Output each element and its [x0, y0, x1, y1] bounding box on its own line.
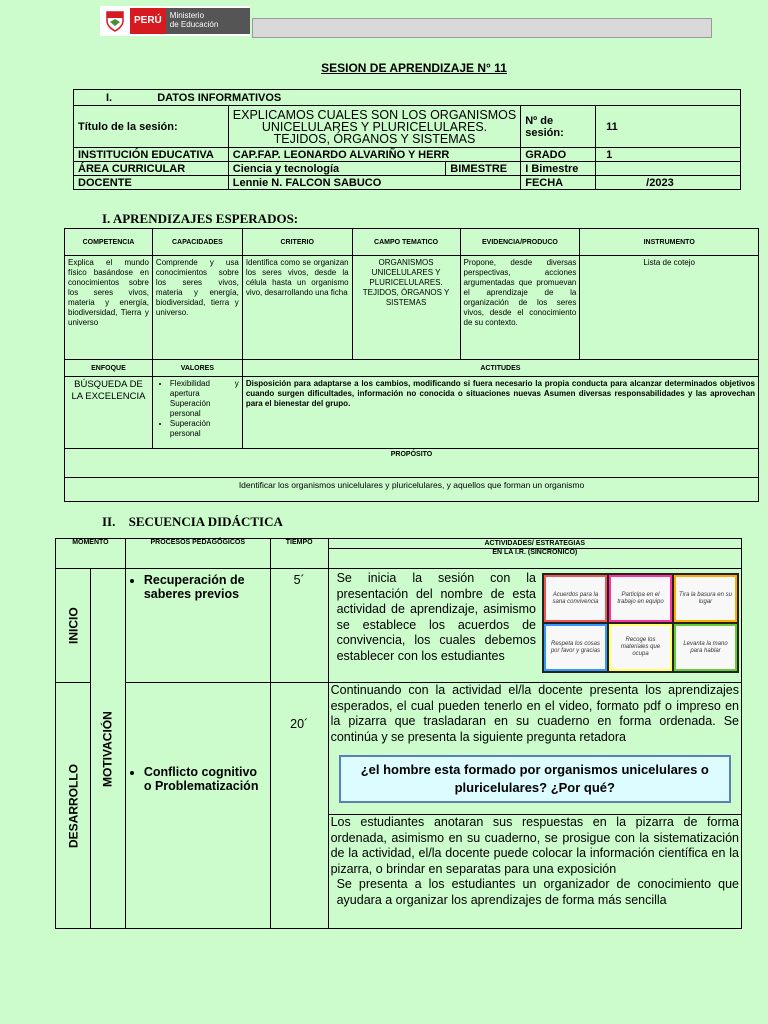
header-capacidades: CAPACIDADES [152, 229, 242, 256]
institucion-value: CAP.FAP. LEONARDO ALVARIÑO Y HERR [228, 148, 520, 162]
motivacion-label: MOTIVACIÓN [90, 569, 125, 929]
bimestre-value: I Bimestre [521, 162, 596, 176]
tiempo-1: 5´ [270, 569, 328, 683]
ministry-label: Ministerio de Educación [166, 8, 250, 34]
titulo-value: EXPLICAMOS CUALES SON LOS ORGANISMOS UNICELULARES Y PLURICELULARES. TEJIDOS, ÓRGANOS Y SISTEMAS [228, 106, 520, 148]
aprendizajes-table [64, 228, 759, 502]
poster: Recoge los materiales que ocupa [609, 624, 672, 671]
enfoque-cell: BÚSQUEDA DE LA EXCELENCIA [65, 377, 153, 449]
header-proposito: PROPÓSITO [65, 449, 759, 478]
fecha-value: /2023 [596, 176, 741, 190]
header-momento: MOMENTO [56, 539, 126, 569]
area-label: ÁREA CURRICULAR [74, 162, 229, 176]
docente-label: DOCENTE [74, 176, 229, 190]
poster: Participa en el trabajo en equipo [609, 575, 672, 622]
header-instrumento: INSTRUMENTO [580, 229, 759, 256]
actividad-2: Continuando con la actividad el/la docente presenta los aprendizajes esperados, el cual pueden tenerlo en el video, formato pdf o impreso en la pizarra que trasladaran en su cuaderno en forma ordenada. Se continúa y se presenta la siguiente pregunta retadora ¿el hombre esta formado por organismos unicelulares o pluricelulares? ¿Por qué? [328, 683, 741, 815]
header-tiempo: TIEMPO [270, 539, 328, 569]
actividad-3: Los estudiantes anotaran sus respuestas en la pizarra de forma ordenada, asimismo en su cuaderno, se prosigue con la sistematización de la actividad, el/la docente puede colocar la información científica en la pizarra, o brindar en separatas para una exposición Se presenta a los estudiantes un organizador de conocimiento que ayudara a organizar los aprendizajes de forma más sencilla [328, 815, 741, 929]
titulo-label: Título de la sesión: [74, 106, 229, 148]
valor-item: • Superación personal [170, 419, 239, 439]
section-number: I. [106, 91, 113, 104]
secuencia-heading: II. SECUENCIA DIDÁCTICA [102, 514, 283, 529]
institucion-label: INSTITUCIÓN EDUCATIVA [74, 148, 229, 162]
tiempo-2: 20´ [270, 683, 328, 929]
pregunta-retadora: ¿el hombre esta formado por organismos unicelulares o pluricelulares? ¿Por qué? [339, 755, 731, 803]
campo-cell: ORGANISMOS UNICELULARES Y PLURICELULARES. TEJIDOS, ÓRGANOS Y SISTEMAS [352, 256, 460, 360]
minedu-logo [100, 6, 250, 36]
header-competencia: COMPETENCIA [65, 229, 153, 256]
secuencia-table [55, 538, 742, 929]
poster: Respeta los cosas por favor y gracias [544, 624, 607, 671]
competencia-cell: Explica el mundo físico basándose en conocimientos sobre los seres vivos, materia y energía, biodiversidad, Tierra y universo [65, 256, 153, 360]
docente-value: Lennie N. FALCON SABUCO [228, 176, 520, 190]
bimestre-label: BIMESTRE [446, 162, 521, 176]
momento-inicio: INICIO [56, 569, 91, 683]
header-actividades: ACTIVIDADES/ ESTRATEGIAS [328, 539, 741, 549]
evidencia-cell: Propone, desde diversas perspectivas, acciones argumentadas que promuevan el aprendizaje de la organización de los seres vivos, desde el conocimiento de su contexto. [460, 256, 580, 360]
peru-label: PERÚ [130, 8, 166, 34]
instrumento-cell: Lista de cotejo [580, 256, 759, 360]
grado-label: GRADO [521, 148, 596, 162]
criterio-cell: Identifica como se organizan los seres vivos, desde la célula hasta un organismo vivo, desarrollando una ficha [242, 256, 352, 360]
section-label: DATOS INFORMATIVOS [157, 91, 282, 104]
proposito-cell: Identificar los organismos unicelulares y pluricelulares, y aquellos que forman un organismo [65, 478, 759, 502]
aprendizajes-heading: I. APRENDIZAJES ESPERADOS: [102, 211, 299, 226]
header-bar [252, 18, 712, 38]
valor-item: • Flexibilidad y apertura Superación personal [170, 379, 239, 419]
valores-cell [152, 377, 242, 449]
header-actitudes: ACTITUDES [242, 360, 758, 377]
coat-of-arms-icon [100, 8, 130, 34]
datos-informativos-table [73, 89, 741, 190]
poster: Levanta la mano para hablar [674, 624, 737, 671]
header-procesos: PROCESOS PEDAGÓGICOS [125, 539, 270, 569]
header-actividades-sub: EN LA I.R. (SINCRONICO) [328, 549, 741, 569]
sesion-label: Nº de sesión: [521, 106, 596, 148]
poster: Acuerdos para la sana convivencia [544, 575, 607, 622]
actitudes-cell: Disposición para adaptarse a los cambios, modificando si fuera necesario la propia conducta para alcanzar determinados objetivos cuando surgen dificultades, información no conocida o situaciones nuevas Asumen diversas responsabilidades y las aprovechan para el bienestar del grupo. [242, 377, 758, 449]
session-title: SESION DE APRENDIZAJE N° 11 [321, 61, 507, 75]
fecha-label: FECHA [521, 176, 596, 190]
grado-value: 1 [596, 148, 741, 162]
header-campo: CAMPO TEMATICO [352, 229, 460, 256]
sesion-value: 11 [596, 106, 741, 148]
header-criterio: CRITERIO [242, 229, 352, 256]
header-valores: VALORES [152, 360, 242, 377]
poster: Tira la basura en su lugar [674, 575, 737, 622]
proceso-conflicto: • Conflicto cognitivo o Problematización [125, 683, 270, 929]
header-enfoque: ENFOQUE [65, 360, 153, 377]
acuerdos-convivencia-image [542, 573, 739, 673]
momento-desarrollo: DESARROLLO [56, 683, 91, 929]
capacidades-cell: Comprende y usa conocimientos sobre los seres vivos, materia y energía, biodiversidad, tierra y universo. [152, 256, 242, 360]
area-value: Ciencia y tecnología [228, 162, 446, 176]
header-evidencia: EVIDENCIA/PRODUCO [460, 229, 580, 256]
proceso-recuperacion: • Recuperación de saberes previos [125, 569, 270, 683]
actividad-1: Se inicia la sesión con la presentación del nombre de esta actividad de aprendizaje, asimismo se establece los acuerdos de convivencia, los cuales debemos establecer con los estudiantes Acuerdos para la sana convivencia Participa en el trabajo en equipo Tira la basura en su lugar Respeta los cosas por favor y gracias Recoge los materiales que ocupa Levanta la mano para hablar [328, 569, 741, 683]
